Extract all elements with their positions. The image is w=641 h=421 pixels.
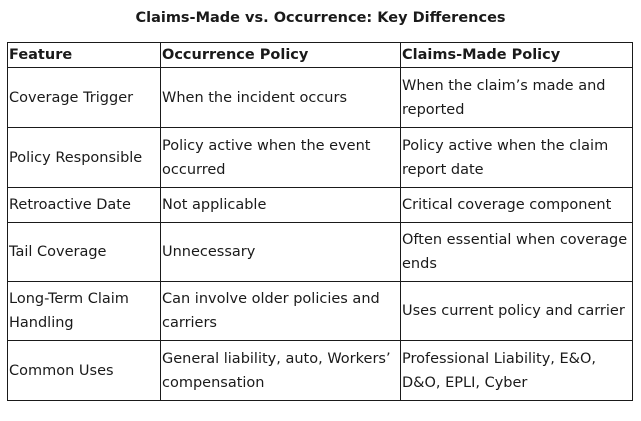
table-cell-claims-made: When the claim’s made and reported xyxy=(401,68,633,128)
table-row xyxy=(8,223,633,282)
table-cell-occurrence: Policy active when the event occurred xyxy=(161,128,401,188)
table-cell-occurrence: Can involve older policies and carriers xyxy=(161,282,401,341)
table-row xyxy=(8,68,633,128)
comparison-table xyxy=(7,42,633,401)
table-row xyxy=(8,282,633,341)
header-claims-made-policy: Claims-Made Policy xyxy=(401,43,633,68)
header-row xyxy=(8,43,633,68)
table-cell-claims-made: Often essential when coverage ends xyxy=(401,223,633,282)
table-cell-feature: Long-Term Claim Handling xyxy=(8,282,161,341)
header-occurrence-policy: Occurrence Policy xyxy=(161,43,401,68)
table-row xyxy=(8,188,633,223)
table-row xyxy=(8,128,633,188)
table-cell-claims-made: Critical coverage component xyxy=(401,188,633,223)
table-cell-feature: Coverage Trigger xyxy=(8,68,161,128)
table-cell-occurrence: Unnecessary xyxy=(161,223,401,282)
table-cell-feature: Common Uses xyxy=(8,341,161,401)
table-row xyxy=(8,341,633,401)
table-cell-feature: Policy Responsible xyxy=(8,128,161,188)
table-cell-occurrence: When the incident occurs xyxy=(161,68,401,128)
table-cell-feature: Retroactive Date xyxy=(8,188,161,223)
table-cell-occurrence: General liability, auto, Workers’ compensation xyxy=(161,341,401,401)
table-cell-feature: Tail Coverage xyxy=(8,223,161,282)
header-feature: Feature xyxy=(8,43,161,68)
table-cell-claims-made: Professional Liability, E&O, D&O, EPLI, Cyber xyxy=(401,341,633,401)
page-title: Claims-Made vs. Occurrence: Key Differences xyxy=(135,10,506,26)
table-cell-occurrence: Not applicable xyxy=(161,188,401,223)
table-cell-claims-made: Uses current policy and carrier xyxy=(401,282,633,341)
table-cell-claims-made: Policy active when the claim report date xyxy=(401,128,633,188)
